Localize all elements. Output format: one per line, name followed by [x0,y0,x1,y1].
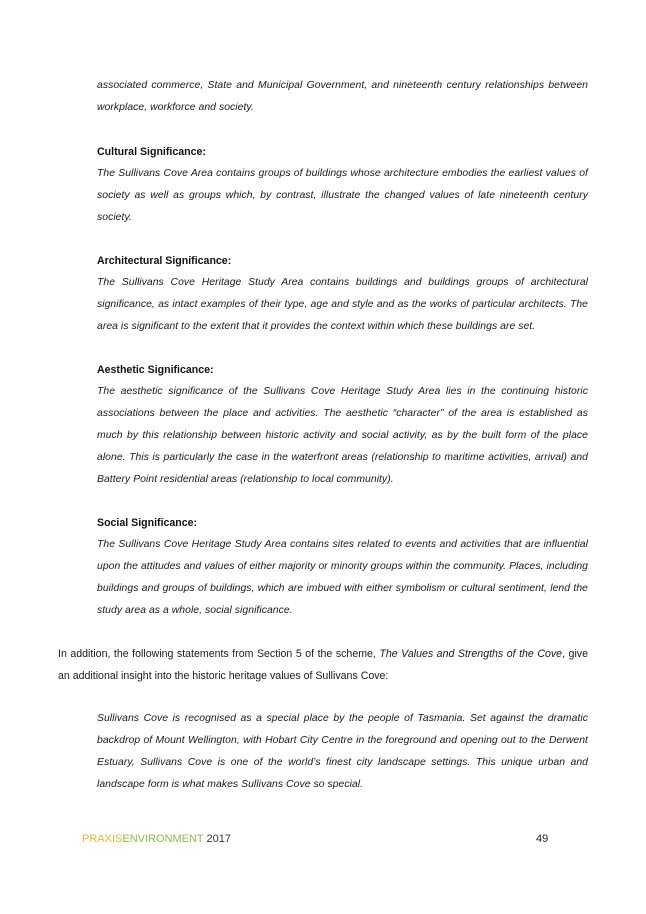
footer-year: 2017 [206,833,231,845]
architectural-significance-heading: Architectural Significance: [97,255,232,267]
intro-continuation-block [97,75,588,119]
quote-block [97,708,588,796]
social-significance-heading: Social Significance: [97,517,198,529]
addition-text-after: , give an additional insight into the historic heritage values of Sullivans Cove: [58,648,588,682]
intro-continuation-text: associated commerce, State and Municipal Government, and nineteenth century relationships between workplace, workforce and society. [97,80,588,113]
footer-brand-praxis: PRAXIS [82,833,123,845]
cultural-significance-section [97,141,588,229]
addition-text-before: In addition, the following statements from Section 5 of the scheme, [58,648,380,660]
architectural-significance-section [97,250,588,338]
architectural-significance-text: The Sullivans Cove Heritage Study Area contains buildings and buildings groups of architectural significance, as intact examples of their type, age and style and as the works of particular architects. The area is significant to the extent that it provides the context within which these buildings are set. [97,277,588,332]
cultural-significance-heading: Cultural Significance: [97,146,206,158]
social-significance-section [97,512,588,622]
social-significance-text: The Sullivans Cove Heritage Study Area contains sites related to events and activities that are influential upon the attitudes and values of either majority or minority groups within the community. Places, including buildings and groups of buildings, which are imbued with either symbolism or cultural sentiment, lend the study area as a whole, social significance. [97,539,588,616]
footer-brand-environment: ENVIRONMENT [122,833,204,845]
addition-document-title: The Values and Strengths of the Cove [379,648,563,660]
cultural-significance-text: The Sullivans Cove Area contains groups of buildings whose architecture embodies the earliest values of society as well as groups which, by contrast, illustrate the changed values of late nineteenth century society. [97,168,588,223]
addition-paragraph [58,643,588,687]
page-number: 49 [536,833,549,845]
quote-text: Sullivans Cove is recognised as a special place by the people of Tasmania. Set against the dramatic backdrop of Mount Wellington, with Hobart City Centre in the foreground and opening out to the Derwent Estuary, Sullivans Cove is one of the world’s finest city landscape settings. This unique urban and landscape form is what makes Sullivans Cove so special. [97,713,588,790]
aesthetic-significance-section [97,359,588,491]
footer-brand [82,831,231,847]
aesthetic-significance-heading: Aesthetic Significance: [97,364,214,376]
aesthetic-significance-text: The aesthetic significance of the Sullivans Cove Heritage Study Area lies in the continuing historic associations between the place and activities. The aesthetic “character” of the area is established as much by this relationship between historic activity and social activity, as by the built form of the place alone. This is particularly the case in the waterfront areas (relationship to maritime activities, arrival) and Battery Point residential areas (relationship to local community). [97,386,588,485]
